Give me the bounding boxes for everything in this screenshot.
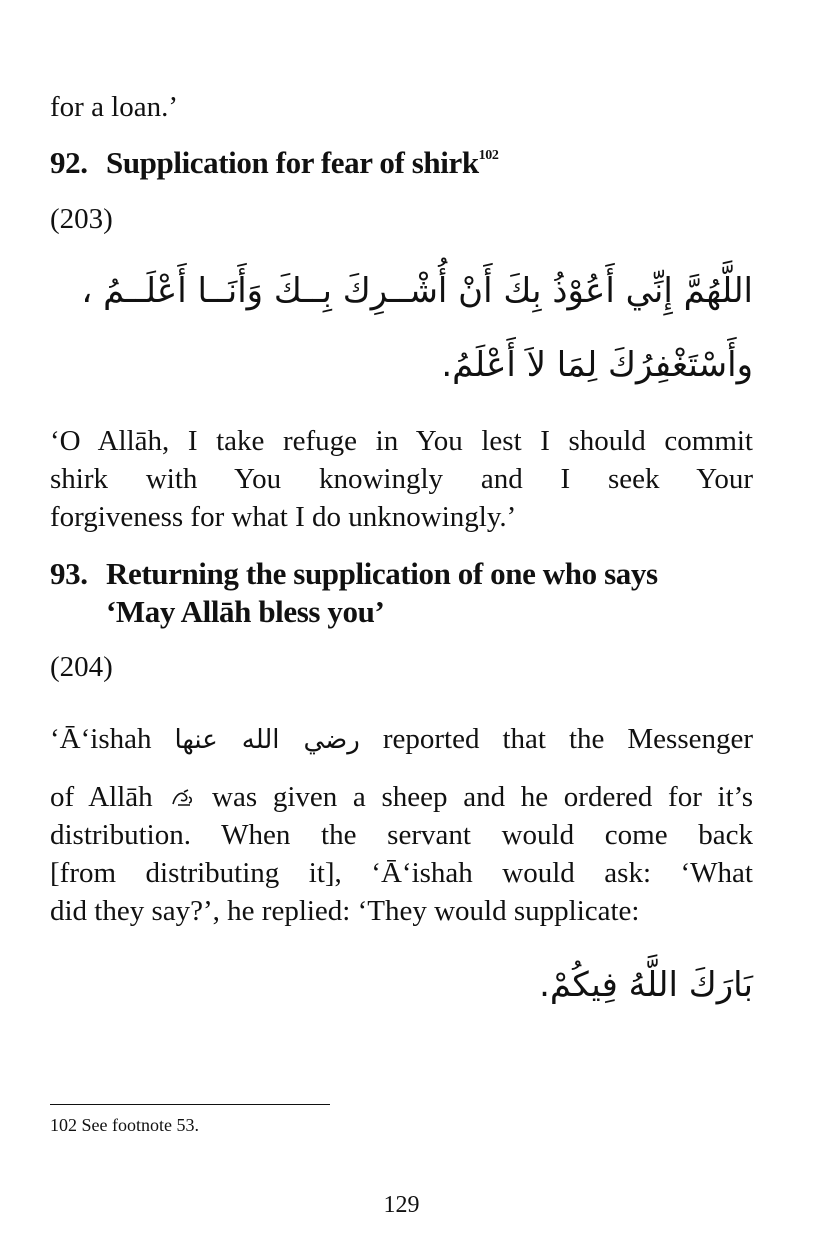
translation-line-1: ‘O Allāh, I take refuge in You lest I should commit bbox=[50, 425, 753, 457]
hadith-number-203: (203) bbox=[50, 203, 113, 235]
narration-line-2-prefix: of Allāh bbox=[50, 781, 153, 813]
arabic-supplication-line-2: وأَسْتَغْفِرُكَ لِمَا لاَ أَعْلَمُ. bbox=[441, 345, 753, 385]
translation-line-2: shirk with You knowingly and I seek Your bbox=[50, 463, 753, 495]
narrator-name: ‘Ā‘ishah bbox=[50, 723, 152, 755]
section-93-number: 93. bbox=[50, 556, 88, 591]
narration-line-2-text: was given a sheep and he ordered for it’s bbox=[212, 781, 753, 813]
arabic-supplication-line-1: اللَّهُمَّ إِنِّي أَعُوْذُ بِكَ أَنْ أُشْــرِكَ بِــكَ وَأَنَــا أَعْلَــمُ ، bbox=[81, 271, 753, 311]
hadith-number-204: (204) bbox=[50, 651, 113, 683]
page-number: 129 bbox=[383, 1192, 420, 1218]
footnote-102: 102 See footnote 53. bbox=[50, 1115, 199, 1135]
narration-line-2 bbox=[50, 778, 753, 816]
section-92-number: 92. bbox=[50, 145, 88, 180]
narration-line-5: did they say?’, he replied: ‘They would supplicate: bbox=[50, 895, 640, 927]
section-92-title: Supplication for fear of shirk bbox=[106, 145, 479, 180]
narration-line-1-text: reported that the Messenger bbox=[382, 723, 754, 755]
book-page bbox=[50, 0, 753, 1256]
arabic-honorific: رضي الله عنها bbox=[174, 725, 360, 755]
section-93-heading bbox=[50, 555, 753, 593]
narration-line-3: distribution. When the servant would come back bbox=[50, 819, 753, 851]
salawat-symbol-icon bbox=[170, 788, 194, 808]
narration-line-4: [from distributing it], ‘Ā‘ishah would ask: ‘What bbox=[50, 857, 753, 889]
section-93-title-line-2: ‘May Allāh bless you’ bbox=[106, 594, 385, 629]
section-93-title-line-1: Returning the supplication of one who says bbox=[106, 556, 658, 591]
translation-line-3: forgiveness for what I do unknowingly.’ bbox=[50, 501, 517, 533]
section-92-heading bbox=[50, 144, 753, 182]
arabic-reply: بَارَكَ اللَّهُ فِيكُمْ. bbox=[539, 965, 753, 1005]
continuation-line: for a loan.’ bbox=[50, 91, 179, 123]
footnote-reference: 102 bbox=[478, 148, 499, 163]
narration-line-1 bbox=[50, 720, 753, 759]
footnote-divider bbox=[50, 1104, 330, 1105]
